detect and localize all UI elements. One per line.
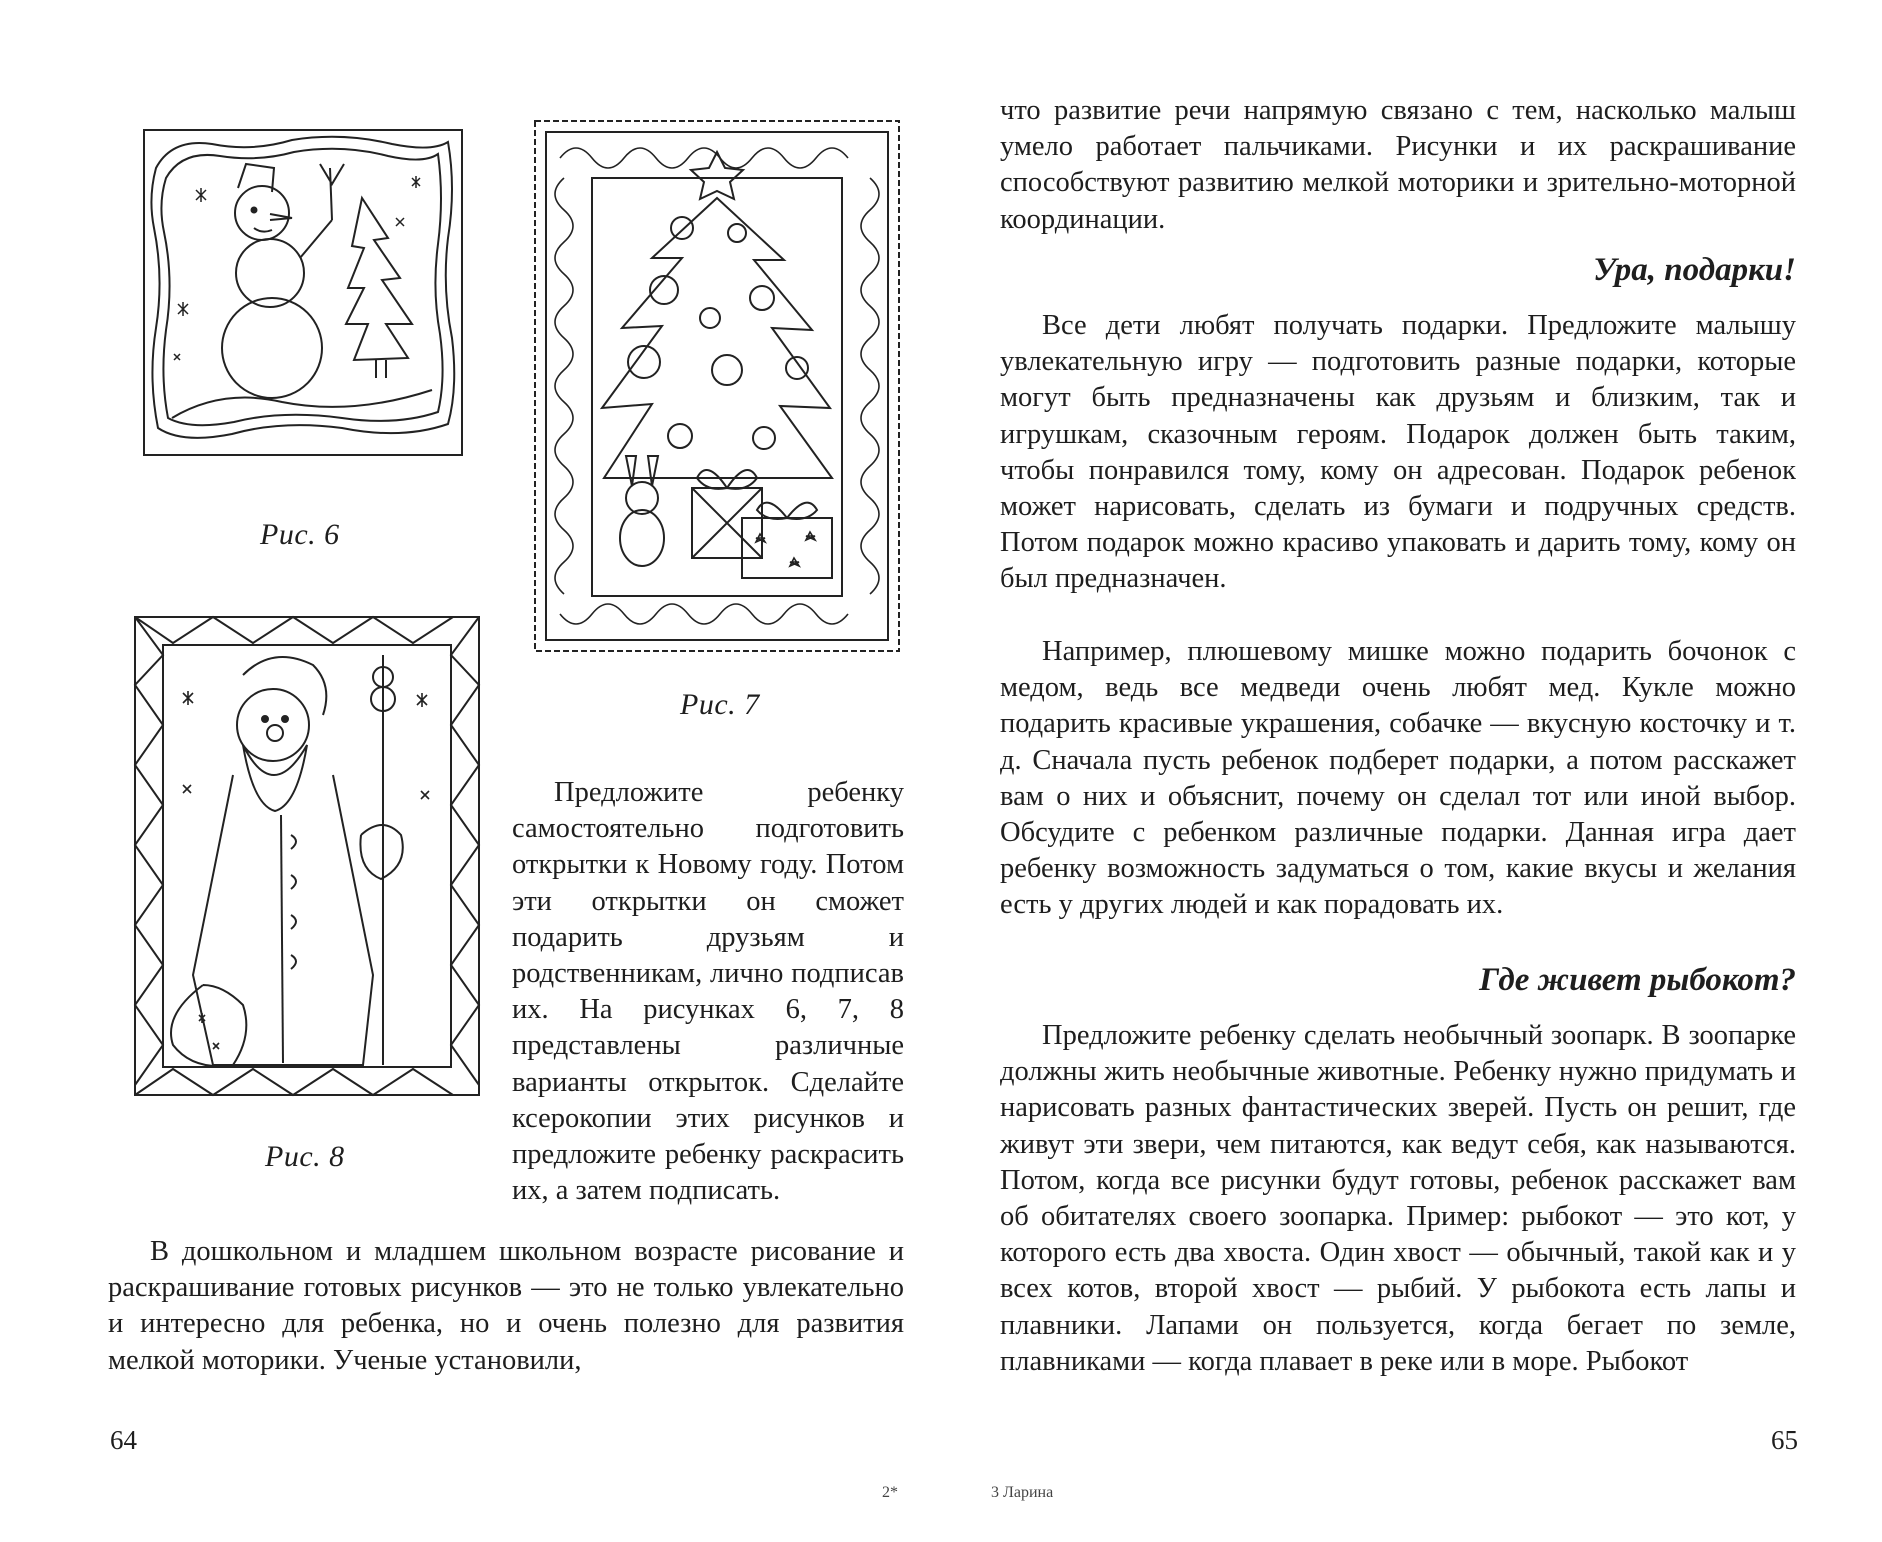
figure-8-ded-moroz-illustration xyxy=(133,615,481,1097)
left-bottom-paragraph: В дошкольном и младшем школьном возрасте рисование и раскрашивание готовых рисунков — это не только увлекательно и интересно для ребенка, но и очень полезно для развития мелкой моторики. Ученые установили, xyxy=(108,1236,904,1376)
signature-mark: 2* xyxy=(882,1484,898,1501)
page-number-right: 65 xyxy=(1771,1425,1798,1455)
page-number-left: 64 xyxy=(110,1425,137,1455)
right-page xyxy=(941,0,1882,1542)
figure-6-caption: Рис. 6 xyxy=(260,518,340,551)
author-mark: 3 Ларина xyxy=(991,1484,1054,1501)
rybokot-paragraph: Предложите ребенку сделать необычный зоопарк. В зоопарке должны жить необычные животные. Ребенку нужно придумать и нарисовать разных фантастических зверей. Пусть он решит, где живут эти звери, чем питаются, как ведут себя, как называются. Потом, когда все рисунки будут готовы, ребенок расскажет вам об обитателях своего зоопарка. Пример: рыбокот — это кот, у которого есть два хвоста. Один хвост — обычный, такой как и у всех котов, второй хвост — рыбий. У рыбокота есть лапы и плавники. Лапами он пользуется, когда бегает по земле, плавниками — когда плавает в реке или в море. Рыбокот xyxy=(1000,1020,1796,1377)
left-side-paragraph: Предложите ребенку самостоятельно подготовить открытки к Новому году. Потом эти открытки он сможет подарить друзьям и родственникам, лично подписав их. На рисунках 6, 7, 8 представлены различные варианты открыток. Сделайте ксерокопии этих рисунков и предложите ребенку раскрасить их, а затем подписать. xyxy=(512,777,904,1207)
gifts-paragraph-2: Например, плюшевому мишке можно подарить бочонок с медом, ведь все медведи очень любят мед. Кукле можно подарить красивые украшения, собачке — вкусную косточку и т. д. Сначала пусть ребенок подберет подарки, а потом расскажет вам о них и объяснит, почему он сделал тот или иной выбор. Обсудите с ребенком различные подарки. Данная игра дает ребенку возможность задуматься о том, какие вкусы и желания есть у других людей и как порадовать их. xyxy=(1000,636,1796,921)
right-continuation-paragraph: что развитие речи напрямую связано с тем, насколько малыш умело работает пальчиками. Рисунки и их раскрашивание способствуют развитию мелкой моторики и зрительно-моторной координации. xyxy=(1000,95,1796,235)
gifts-paragraph-1: Все дети любят получать подарки. Предложите малышу увлекательную игру — подготовить разные подарки, которые могут быть предназначены как друзьям и близким, так и игрушкам, сказочным героям. Подарок должен быть таким, чтобы понравился тому, кому он адресован. Подарок ребенок может нарисовать, сделать из бумаги и подручных средств. Потом подарок можно красиво упаковать и дарить тому, кому он был предназначен. xyxy=(1000,310,1796,595)
figure-8-caption: Рис. 8 xyxy=(265,1140,345,1173)
section-heading-rybokot: Где живет рыбокот? xyxy=(1479,962,1796,998)
figure-7-caption: Рис. 7 xyxy=(680,688,760,721)
figure-7-christmas-tree-illustration xyxy=(532,118,902,654)
section-heading-gifts: Ура, подарки! xyxy=(1593,252,1796,288)
figure-6-snowman-illustration xyxy=(142,128,464,457)
